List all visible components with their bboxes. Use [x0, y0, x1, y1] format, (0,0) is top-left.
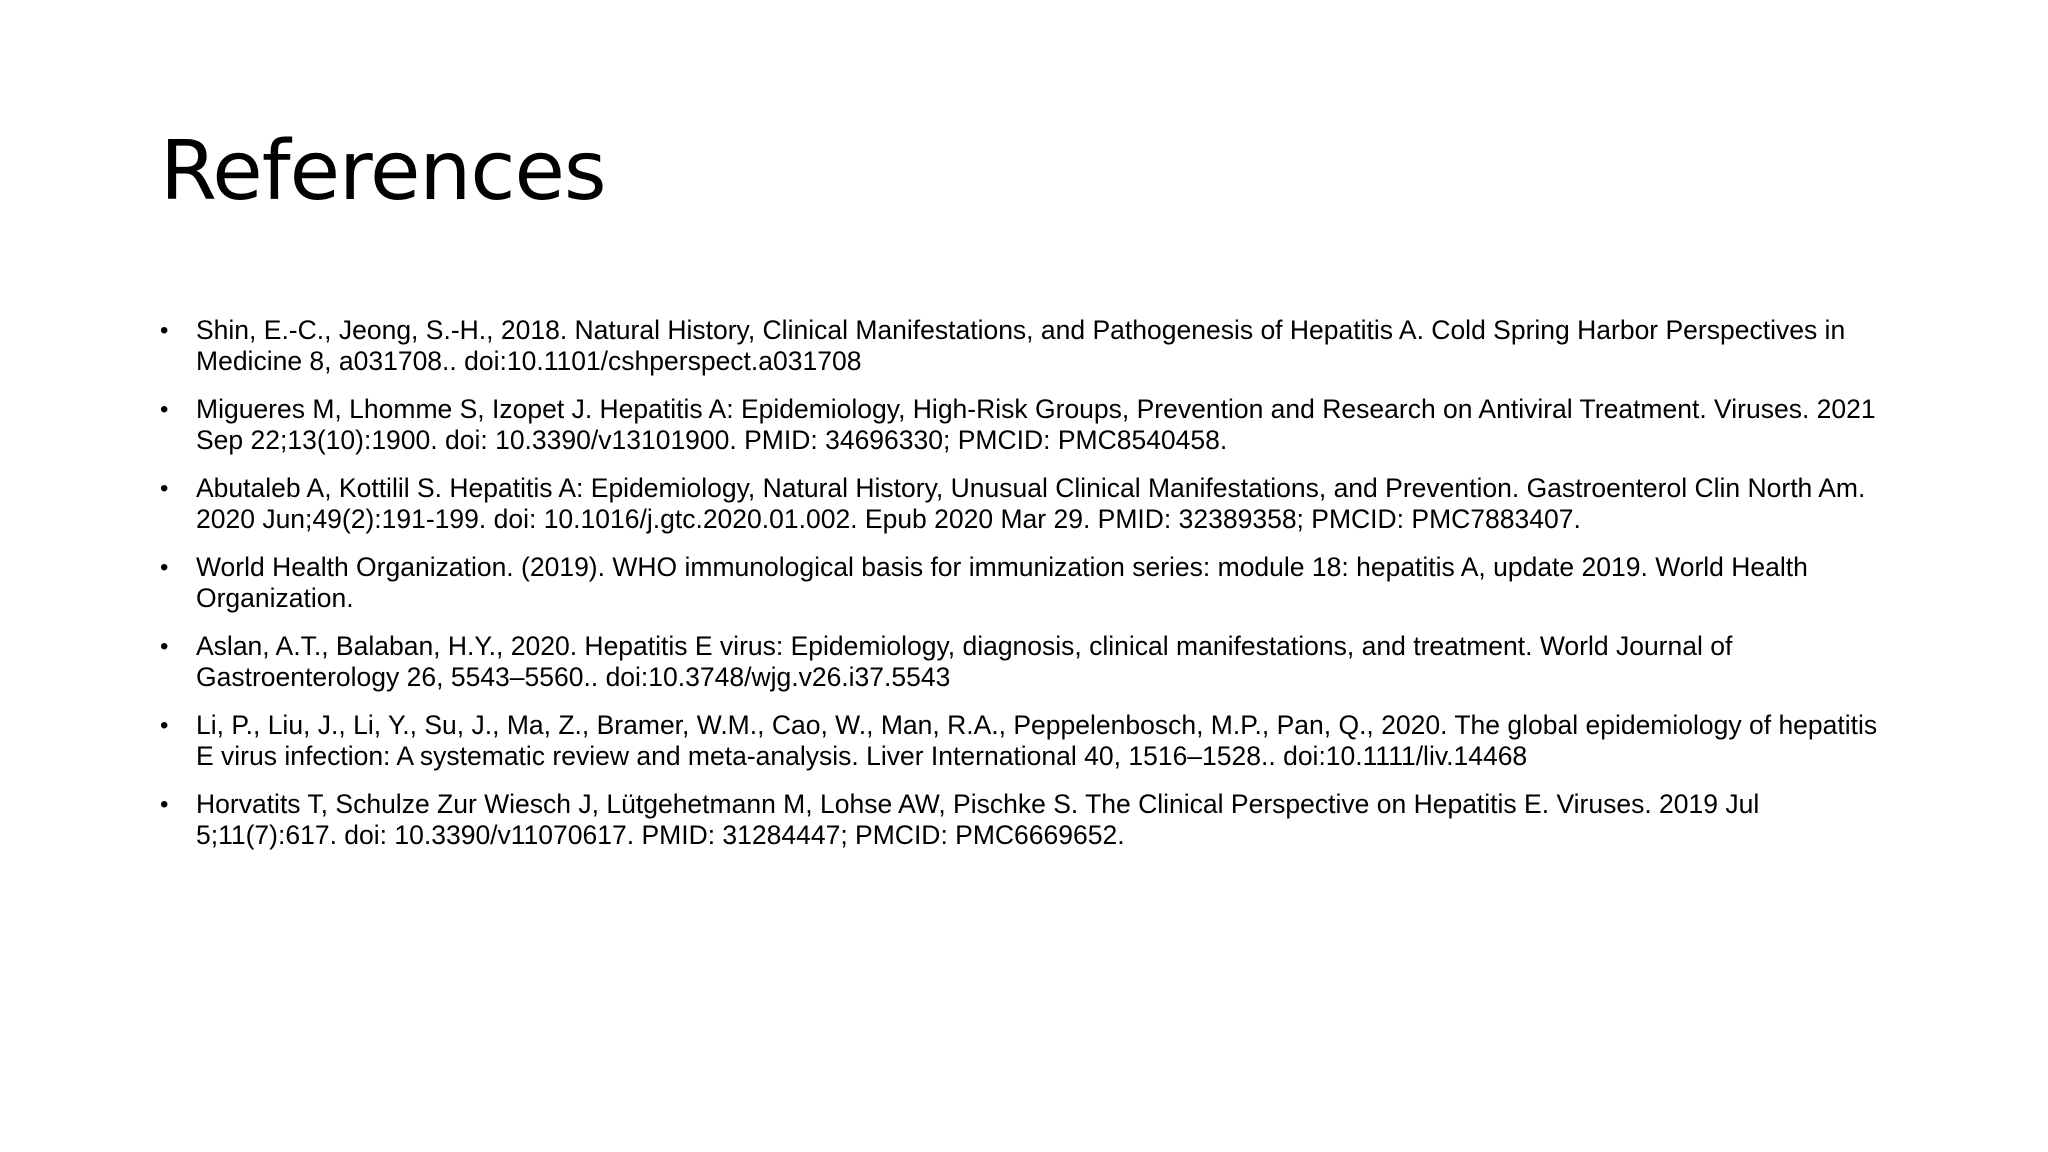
bullet-icon: • — [160, 554, 169, 581]
reference-item — [160, 631, 1900, 693]
reference-text: Abutaleb A, Kottilil S. Hepatitis A: Epidemiology, Natural History, Unusual Clinical Manifestations, and Prevention. Gastroenterol Clin North Am. 2020 Jun;49(2):191-199. doi: 10.1016/j.gtc.2020.01.002. Epub 2020 Mar 29. PMID: 32389358; PMCID: PMC7883407. — [196, 473, 1866, 534]
reference-text: Horvatits T, Schulze Zur Wiesch J, Lütgehetmann M, Lohse AW, Pischke S. The Clinical Perspective on Hepatitis E. Viruses. 2019 Jul 5;11(7):617. doi: 10.3390/v11070617. PMID: 31284447; PMCID: PMC6669652. — [196, 789, 1760, 850]
reference-text: Shin, E.-C., Jeong, S.-H., 2018. Natural History, Clinical Manifestations, and Pathogenesis of Hepatitis A. Cold Spring Harbor Perspectives in Medicine 8, a031708.. doi:10.1101/cshperspect.a031708 — [196, 315, 1846, 376]
reference-item — [160, 552, 1900, 614]
bullet-icon: • — [160, 475, 169, 502]
bullet-icon: • — [160, 712, 169, 739]
bullet-icon: • — [160, 396, 169, 423]
reference-text: World Health Organization. (2019). WHO immunological basis for immunization series: module 18: hepatitis A, update 2019. World Health Organization. — [196, 552, 1808, 613]
reference-list — [160, 315, 1900, 868]
reference-item — [160, 473, 1900, 535]
reference-text: Aslan, A.T., Balaban, H.Y., 2020. Hepatitis E virus: Epidemiology, diagnosis, clinical manifestations, and treatment. World Journal of Gastroenterology 26, 5543–5560.. doi:10.3748/wjg.v26.i37.5543 — [196, 631, 1733, 692]
reference-text: Migueres M, Lhomme S, Izopet J. Hepatitis A: Epidemiology, High-Risk Groups, Prevention and Research on Antiviral Treatment. Viruses. 2021 Sep 22;13(10):1900. doi: 10.3390/v13101900. PMID: 34696330; PMCID: PMC8540458. — [196, 394, 1876, 455]
bullet-icon: • — [160, 791, 169, 818]
reference-text: Li, P., Liu, J., Li, Y., Su, J., Ma, Z., Bramer, W.M., Cao, W., Man, R.A., Peppelenbosch, M.P., Pan, Q., 2020. The global epidemiology of hepatitis E virus infection: A systematic review and meta-analysis. Liver International 40, 1516–1528.. doi:10.1111/liv.14468 — [196, 710, 1878, 771]
reference-item — [160, 315, 1900, 377]
slide-title: References — [160, 124, 606, 219]
bullet-icon: • — [160, 633, 169, 660]
bullet-icon: • — [160, 317, 169, 344]
reference-item — [160, 789, 1900, 851]
reference-item — [160, 394, 1900, 456]
reference-item — [160, 710, 1900, 772]
